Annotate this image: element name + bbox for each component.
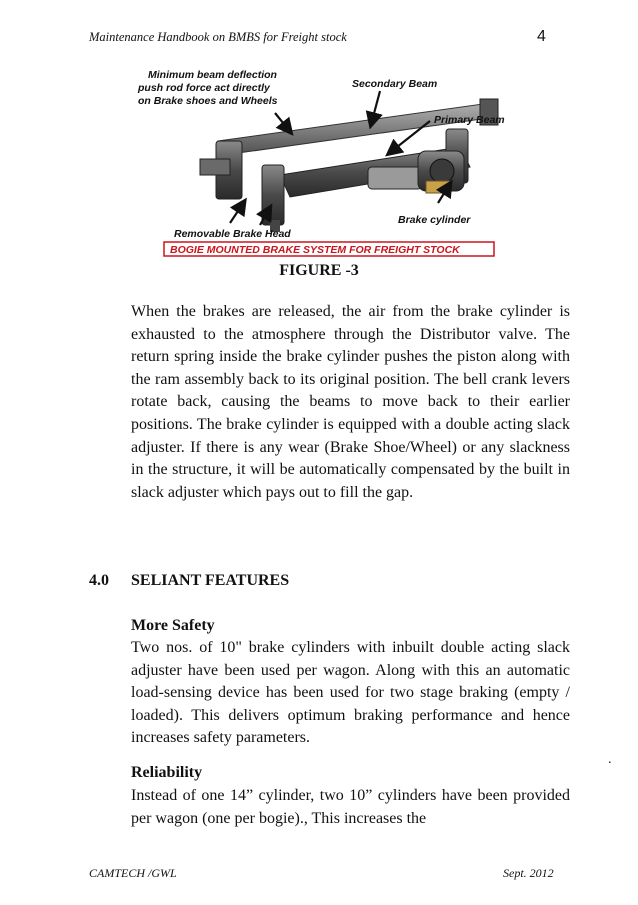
caption-banner-text: BOGIE MOUNTED BRAKE SYSTEM FOR FREIGHT STOCK bbox=[170, 244, 460, 256]
brake-system-figure bbox=[130, 55, 510, 260]
figure-label-primary-beam: Primary Beam bbox=[434, 114, 505, 126]
figure-label-deflection-1: Minimum beam deflection bbox=[148, 69, 277, 81]
reliability-text: Instead of one 14” cylinder, two 10” cylinders have been provided per wagon (one per bogie)., This increases the bbox=[131, 787, 570, 827]
more-safety-text: Two nos. of 10" brake cylinders with inbuilt double acting slack adjuster have been used per wagon. Along with this an automatic load-sensing device has been used for two stage braking (empty / loaded). This delivers optimum braking performance and hence increases safety parameters. bbox=[131, 639, 570, 747]
section-heading bbox=[89, 572, 289, 590]
brake-head-left-shape bbox=[200, 141, 284, 232]
header-title: Maintenance Handbook on BMBS for Freight stock bbox=[89, 30, 347, 44]
brake-system-photo bbox=[130, 55, 510, 260]
reliability-heading: Reliability bbox=[131, 764, 203, 781]
figure-label-deflection-2: push rod force act directly bbox=[138, 82, 270, 94]
section-title: SELIANT FEATURES bbox=[131, 572, 290, 589]
more-safety-heading: More Safety bbox=[131, 617, 215, 634]
figure-label-brake-cylinder: Brake cylinder bbox=[398, 214, 471, 226]
figure-label-deflection-3: on Brake shoes and Wheels bbox=[138, 95, 278, 107]
figure-label-secondary-beam: Secondary Beam bbox=[352, 78, 438, 90]
figure-label-brake-head: Removable Brake Head bbox=[174, 228, 291, 240]
margin-mark: . bbox=[608, 752, 612, 767]
page-number: 4 bbox=[537, 28, 546, 45]
footer-left: CAMTECH /GWL bbox=[89, 866, 177, 880]
body-paragraph: When the brakes are released, the air from the brake cylinder is exhausted to the atmosphere through the Distributor valve. The return spring inside the brake cylinder pushes the piston along with the ram assembly back to its original position. The bell crank levers rotate back, causing the beams to move back to their earlier positions. The brake cylinder is equipped with a double acting slack adjuster. If there is any wear (Brake Shoe/Wheel) or any slackness in the structure, it will be automatically compensated by the built in slack adjuster which pays out to fill the gap. bbox=[131, 303, 570, 501]
figure-caption: FIGURE -3 bbox=[279, 262, 359, 279]
section-number: 4.0 bbox=[89, 572, 109, 589]
footer-right: Sept. 2012 bbox=[503, 866, 554, 880]
